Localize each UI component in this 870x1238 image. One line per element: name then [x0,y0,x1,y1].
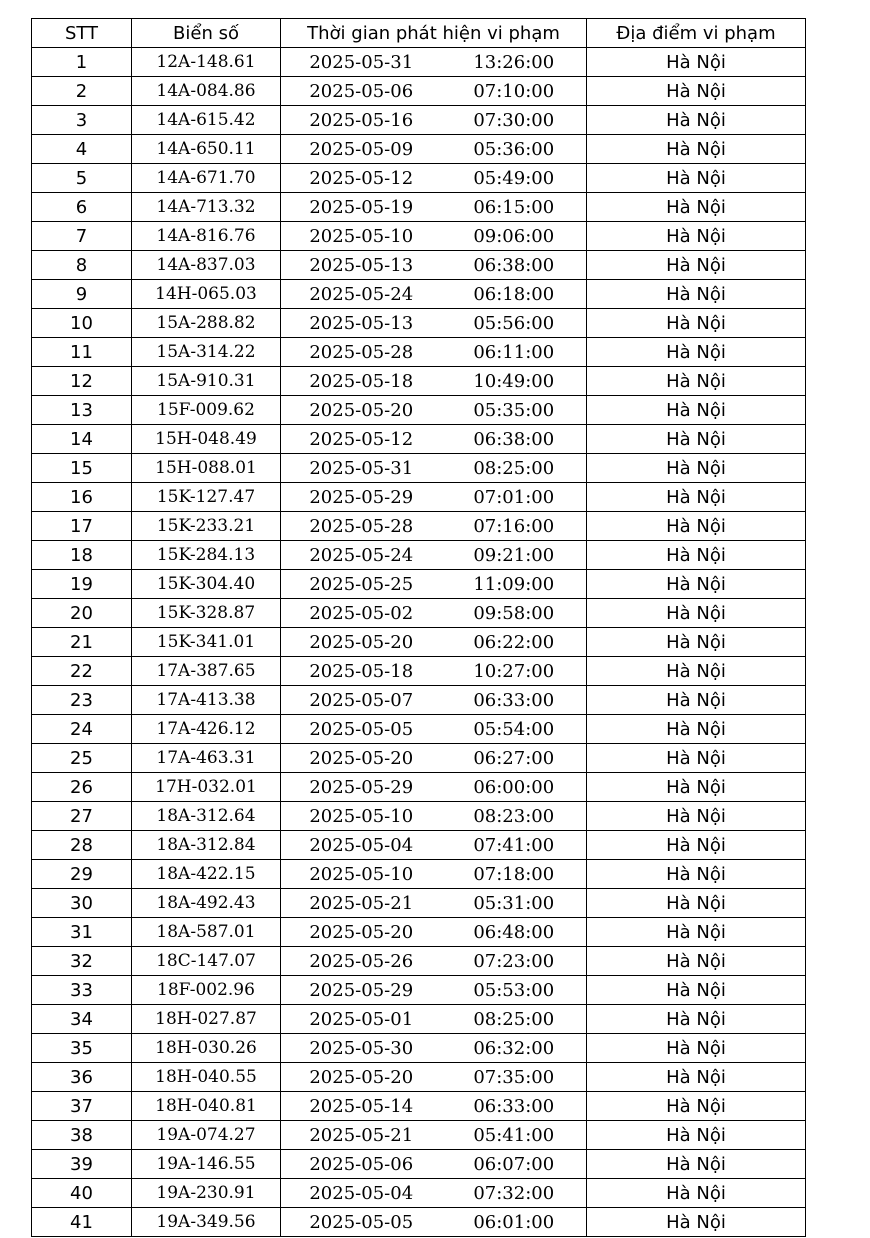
header-stt: STT [32,19,132,48]
row-time: 10:49:00 [442,367,587,396]
header-time: Thời gian phát hiện vi phạm [281,19,587,48]
row-time: 08:25:00 [442,1005,587,1034]
row-stt: 6 [32,193,132,222]
table-row [32,483,806,512]
table-row [32,947,806,976]
row-location: Hà Nội [587,135,806,164]
table-row [32,338,806,367]
row-location: Hà Nội [587,657,806,686]
table-row [32,367,806,396]
row-plate: 18H-040.55 [132,1063,281,1092]
table-row [32,1150,806,1179]
table-row [32,425,806,454]
table-row [32,686,806,715]
row-location: Hà Nội [587,1179,806,1208]
table-row [32,164,806,193]
table-row [32,222,806,251]
row-location: Hà Nội [587,570,806,599]
row-stt: 23 [32,686,132,715]
row-stt: 38 [32,1121,132,1150]
row-location: Hà Nội [587,483,806,512]
row-time: 07:10:00 [442,77,587,106]
row-time: 07:32:00 [442,1179,587,1208]
row-location: Hà Nội [587,947,806,976]
row-stt: 4 [32,135,132,164]
row-location: Hà Nội [587,454,806,483]
row-location: Hà Nội [587,1005,806,1034]
row-stt: 5 [32,164,132,193]
row-stt: 21 [32,628,132,657]
row-date: 2025-05-10 [281,860,442,889]
row-location: Hà Nội [587,831,806,860]
row-stt: 9 [32,280,132,309]
row-stt: 15 [32,454,132,483]
row-date: 2025-05-29 [281,773,442,802]
table-row [32,396,806,425]
header-row [32,19,806,48]
row-time: 06:27:00 [442,744,587,773]
row-date: 2025-05-02 [281,599,442,628]
row-date: 2025-05-20 [281,918,442,947]
row-date: 2025-05-06 [281,1150,442,1179]
row-date: 2025-05-18 [281,367,442,396]
row-time: 06:15:00 [442,193,587,222]
row-plate: 18C-147.07 [132,947,281,976]
row-date: 2025-05-04 [281,831,442,860]
row-time: 05:35:00 [442,396,587,425]
row-stt: 17 [32,512,132,541]
table-row [32,802,806,831]
row-date: 2025-05-29 [281,483,442,512]
row-plate: 14A-084.86 [132,77,281,106]
row-stt: 8 [32,251,132,280]
table-header [32,19,806,48]
row-plate: 14A-671.70 [132,164,281,193]
row-plate: 14A-713.32 [132,193,281,222]
row-time: 09:21:00 [442,541,587,570]
row-time: 05:31:00 [442,889,587,918]
row-location: Hà Nội [587,802,806,831]
row-plate: 14H-065.03 [132,280,281,309]
row-location: Hà Nội [587,1034,806,1063]
row-date: 2025-05-30 [281,1034,442,1063]
row-stt: 27 [32,802,132,831]
row-stt: 12 [32,367,132,396]
row-location: Hà Nội [587,367,806,396]
row-stt: 3 [32,106,132,135]
row-date: 2025-05-20 [281,628,442,657]
row-date: 2025-05-09 [281,135,442,164]
row-date: 2025-05-01 [281,1005,442,1034]
row-plate: 18A-587.01 [132,918,281,947]
row-time: 07:41:00 [442,831,587,860]
table-row [32,1034,806,1063]
table-row [32,1092,806,1121]
row-date: 2025-05-05 [281,715,442,744]
row-date: 2025-05-21 [281,889,442,918]
row-stt: 41 [32,1208,132,1237]
row-plate: 15A-314.22 [132,338,281,367]
row-location: Hà Nội [587,222,806,251]
row-date: 2025-05-25 [281,570,442,599]
row-time: 06:38:00 [442,425,587,454]
row-plate: 18A-422.15 [132,860,281,889]
row-time: 11:09:00 [442,570,587,599]
row-time: 05:41:00 [442,1121,587,1150]
row-stt: 20 [32,599,132,628]
row-stt: 11 [32,338,132,367]
row-time: 07:01:00 [442,483,587,512]
row-location: Hà Nội [587,77,806,106]
row-date: 2025-05-12 [281,425,442,454]
row-time: 07:30:00 [442,106,587,135]
row-date: 2025-05-13 [281,309,442,338]
row-location: Hà Nội [587,309,806,338]
row-stt: 25 [32,744,132,773]
row-location: Hà Nội [587,425,806,454]
row-location: Hà Nội [587,686,806,715]
row-location: Hà Nội [587,1092,806,1121]
row-location: Hà Nội [587,251,806,280]
row-location: Hà Nội [587,1121,806,1150]
violations-table [31,18,806,1237]
row-date: 2025-05-12 [281,164,442,193]
table-row [32,454,806,483]
row-stt: 34 [32,1005,132,1034]
row-time: 10:27:00 [442,657,587,686]
row-location: Hà Nội [587,512,806,541]
row-location: Hà Nội [587,628,806,657]
row-date: 2025-05-20 [281,744,442,773]
row-plate: 15H-088.01 [132,454,281,483]
row-plate: 15F-009.62 [132,396,281,425]
row-time: 07:23:00 [442,947,587,976]
row-stt: 35 [32,1034,132,1063]
row-plate: 18F-002.96 [132,976,281,1005]
row-plate: 14A-837.03 [132,251,281,280]
row-time: 07:18:00 [442,860,587,889]
row-location: Hà Nội [587,541,806,570]
row-location: Hà Nội [587,744,806,773]
row-location: Hà Nội [587,1150,806,1179]
row-plate: 15K-328.87 [132,599,281,628]
row-date: 2025-05-07 [281,686,442,715]
row-location: Hà Nội [587,1208,806,1237]
row-plate: 17A-463.31 [132,744,281,773]
row-location: Hà Nội [587,280,806,309]
row-date: 2025-05-28 [281,338,442,367]
row-stt: 36 [32,1063,132,1092]
row-plate: 18H-027.87 [132,1005,281,1034]
row-stt: 19 [32,570,132,599]
table-row [32,570,806,599]
table-row [32,251,806,280]
row-time: 06:07:00 [442,1150,587,1179]
row-date: 2025-05-14 [281,1092,442,1121]
row-location: Hà Nội [587,599,806,628]
row-plate: 17A-426.12 [132,715,281,744]
row-time: 07:35:00 [442,1063,587,1092]
row-date: 2025-05-28 [281,512,442,541]
table-row [32,541,806,570]
row-time: 06:01:00 [442,1208,587,1237]
row-plate: 18H-030.26 [132,1034,281,1063]
row-stt: 32 [32,947,132,976]
row-location: Hà Nội [587,338,806,367]
row-stt: 39 [32,1150,132,1179]
row-stt: 30 [32,889,132,918]
row-time: 05:54:00 [442,715,587,744]
row-stt: 37 [32,1092,132,1121]
table-row [32,135,806,164]
table-row [32,1121,806,1150]
row-plate: 17H-032.01 [132,773,281,802]
row-time: 05:56:00 [442,309,587,338]
row-time: 05:49:00 [442,164,587,193]
row-plate: 14A-816.76 [132,222,281,251]
row-plate: 15H-048.49 [132,425,281,454]
table-row [32,889,806,918]
table-body [32,48,806,1237]
row-location: Hà Nội [587,1063,806,1092]
row-plate: 14A-615.42 [132,106,281,135]
row-plate: 18H-040.81 [132,1092,281,1121]
table-row [32,280,806,309]
row-plate: 19A-146.55 [132,1150,281,1179]
row-stt: 13 [32,396,132,425]
row-plate: 12A-148.61 [132,48,281,77]
table-row [32,512,806,541]
row-plate: 19A-349.56 [132,1208,281,1237]
row-time: 06:00:00 [442,773,587,802]
row-time: 09:58:00 [442,599,587,628]
row-time: 06:33:00 [442,1092,587,1121]
row-time: 07:16:00 [442,512,587,541]
row-stt: 2 [32,77,132,106]
table-row [32,744,806,773]
row-plate: 18A-312.64 [132,802,281,831]
table-row [32,309,806,338]
table-row [32,77,806,106]
row-date: 2025-05-06 [281,77,442,106]
row-stt: 29 [32,860,132,889]
table-row [32,715,806,744]
row-plate: 15A-910.31 [132,367,281,396]
row-date: 2025-05-18 [281,657,442,686]
table-row [32,918,806,947]
row-stt: 40 [32,1179,132,1208]
row-plate: 15K-233.21 [132,512,281,541]
header-plate: Biển số [132,19,281,48]
table-row [32,860,806,889]
row-time: 05:36:00 [442,135,587,164]
row-date: 2025-05-16 [281,106,442,135]
row-location: Hà Nội [587,396,806,425]
row-plate: 19A-074.27 [132,1121,281,1150]
row-location: Hà Nội [587,918,806,947]
table-row [32,1208,806,1237]
row-plate: 18A-312.84 [132,831,281,860]
table-row [32,976,806,1005]
row-plate: 15K-127.47 [132,483,281,512]
row-date: 2025-05-24 [281,280,442,309]
table-row [32,831,806,860]
row-plate: 14A-650.11 [132,135,281,164]
row-location: Hà Nội [587,773,806,802]
header-location: Địa điểm vi phạm [587,19,806,48]
row-time: 09:06:00 [442,222,587,251]
table-row [32,773,806,802]
row-plate: 15A-288.82 [132,309,281,338]
row-plate: 19A-230.91 [132,1179,281,1208]
row-plate: 17A-387.65 [132,657,281,686]
row-date: 2025-05-04 [281,1179,442,1208]
table-row [32,657,806,686]
row-location: Hà Nội [587,193,806,222]
row-date: 2025-05-24 [281,541,442,570]
table-row [32,106,806,135]
table-row [32,599,806,628]
row-plate: 15K-341.01 [132,628,281,657]
row-stt: 31 [32,918,132,947]
row-stt: 24 [32,715,132,744]
row-location: Hà Nội [587,860,806,889]
row-date: 2025-05-21 [281,1121,442,1150]
table-row [32,1005,806,1034]
row-date: 2025-05-19 [281,193,442,222]
row-date: 2025-05-31 [281,48,442,77]
row-date: 2025-05-10 [281,222,442,251]
row-location: Hà Nội [587,106,806,135]
row-date: 2025-05-05 [281,1208,442,1237]
row-time: 13:26:00 [442,48,587,77]
row-stt: 18 [32,541,132,570]
row-plate: 15K-284.13 [132,541,281,570]
row-plate: 18A-492.43 [132,889,281,918]
table-row [32,1179,806,1208]
row-stt: 33 [32,976,132,1005]
row-time: 06:33:00 [442,686,587,715]
row-location: Hà Nội [587,164,806,193]
row-stt: 16 [32,483,132,512]
row-stt: 10 [32,309,132,338]
row-date: 2025-05-10 [281,802,442,831]
row-date: 2025-05-20 [281,396,442,425]
table-row [32,48,806,77]
row-time: 06:11:00 [442,338,587,367]
row-stt: 7 [32,222,132,251]
row-stt: 14 [32,425,132,454]
table-row [32,1063,806,1092]
row-time: 06:32:00 [442,1034,587,1063]
row-time: 06:38:00 [442,251,587,280]
table-row [32,193,806,222]
row-stt: 26 [32,773,132,802]
row-date: 2025-05-13 [281,251,442,280]
row-location: Hà Nội [587,48,806,77]
row-time: 06:18:00 [442,280,587,309]
row-date: 2025-05-29 [281,976,442,1005]
row-time: 08:23:00 [442,802,587,831]
row-time: 05:53:00 [442,976,587,1005]
row-location: Hà Nội [587,889,806,918]
row-time: 06:48:00 [442,918,587,947]
row-plate: 17A-413.38 [132,686,281,715]
row-stt: 1 [32,48,132,77]
row-date: 2025-05-31 [281,454,442,483]
row-location: Hà Nội [587,715,806,744]
row-stt: 28 [32,831,132,860]
row-location: Hà Nội [587,976,806,1005]
row-time: 06:22:00 [442,628,587,657]
row-time: 08:25:00 [442,454,587,483]
row-date: 2025-05-26 [281,947,442,976]
row-stt: 22 [32,657,132,686]
row-plate: 15K-304.40 [132,570,281,599]
row-date: 2025-05-20 [281,1063,442,1092]
table-row [32,628,806,657]
